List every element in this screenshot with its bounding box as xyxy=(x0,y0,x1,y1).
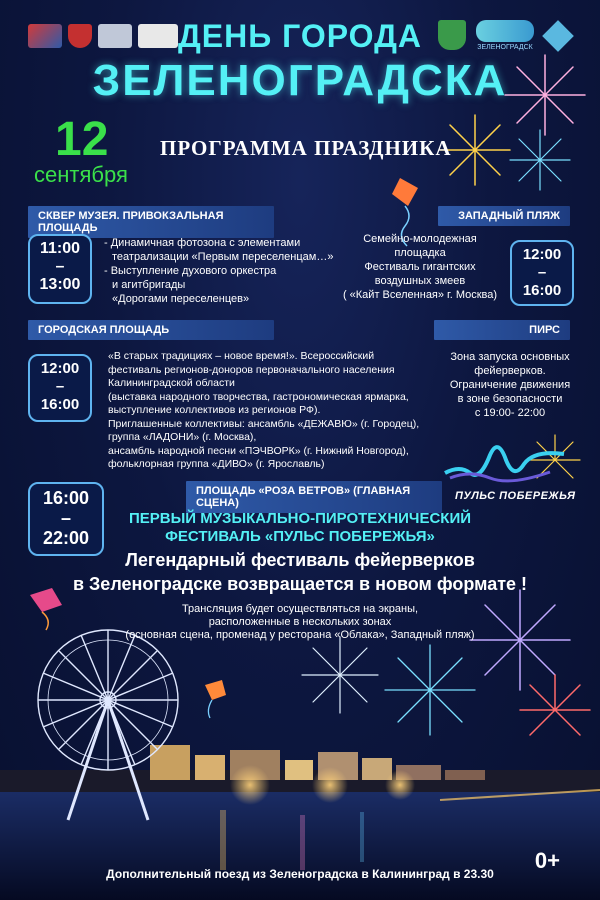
date-day: 12 xyxy=(55,113,109,166)
time-end: 13:00 xyxy=(39,276,81,293)
pier-description: Зона запуска основных фейерверков. Ограничение движения в зоне безопасности с 19:00- 22:00 xyxy=(449,351,571,419)
city-square-description: «В старых традициях – новое время!». Всероссийский фестиваль регионов-доноров первоначального населения Калининградской области (выставка народного творчества, гастрономическая ярмарка, выступление коллективов из регионов РФ). Приглашенные коллективы: ансамбль «ДЕЖАВЮ» (г. Городец), группа «ЛАДОНИ» (г. Москва), ансамбль народной песни «ПЭЧВОРК» (г. Нижний Новгород), фольклорная группа «ДИВО» (г. Ярославль) xyxy=(108,350,420,470)
time-box-museum xyxy=(28,234,92,304)
pulse-festival-logo-text: ПУЛЬС ПОБЕРЕЖЬЯ xyxy=(455,490,576,502)
west-beach-description: Семейно-молодежная площадка Фестиваль гигантских воздушных змеев ( «Кайт Вселенная» г. Москва) xyxy=(342,233,498,301)
broadcast-info: Трансляция будет осуществляться на экраны, расположенные в нескольких зонах (основная сцена, променад у ресторана «Облака», Западный пляж) xyxy=(125,603,475,641)
age-rating: 0+ xyxy=(534,848,560,873)
time-dash: – xyxy=(55,258,65,275)
logo-caption: ЗЕЛЕНОГРАДСК xyxy=(477,44,533,51)
time-box-main-stage: 16:00 – 22:00 xyxy=(28,482,104,556)
program-heading: ПРОГРАММА ПРАЗДНИКА xyxy=(160,136,452,160)
section-city-square: ГОРОДСКАЯ ПЛОЩАДЬ xyxy=(28,320,274,340)
time-start: 11:00 xyxy=(39,240,81,257)
festival-title: ПЕРВЫЙ МУЗЫКАЛЬНО-ПИРОТЕХНИЧЕСКИЙ ФЕСТИВАЛЬ «ПУЛЬС ПОБЕРЕЖЬЯ» xyxy=(128,510,472,545)
train-info: Дополнительный поезд из Зеленоградска в Калининград в 23.30 xyxy=(106,867,494,881)
museum-description: - Динамичная фотозона с элементами театрализации «Первым переселенцам…» - Выступление духового оркестра и агитбригады «Дорогами переселенцев» xyxy=(104,237,334,305)
festival-headline: Легендарный фестиваль фейерверков в Зеленоградске возвращается в новом формате ! xyxy=(72,550,528,594)
time-box-west-beach: 12:00 – 16:00 xyxy=(510,240,574,306)
date-month: сентября xyxy=(34,162,128,187)
section-main-stage: ПЛОЩАДЬ «РОЗА ВЕТРОВ» (ГЛАВНАЯ СЦЕНА) xyxy=(186,481,442,513)
title-line1: ДЕНЬ ГОРОДА xyxy=(177,18,423,54)
title-line2: ЗЕЛЕНОГРАДСКА xyxy=(92,56,508,105)
section-west-beach: ЗАПАДНЫЙ ПЛЯЖ xyxy=(438,206,570,226)
section-pier: ПИРС xyxy=(434,320,570,340)
section-museum-square: СКВЕР МУЗЕЯ. ПРИВОКЗАЛЬНАЯ ПЛОЩАДЬ xyxy=(28,206,274,238)
time-box-city-square: 12:00 – 16:00 xyxy=(28,354,92,422)
pulse-festival-logo xyxy=(440,438,570,488)
